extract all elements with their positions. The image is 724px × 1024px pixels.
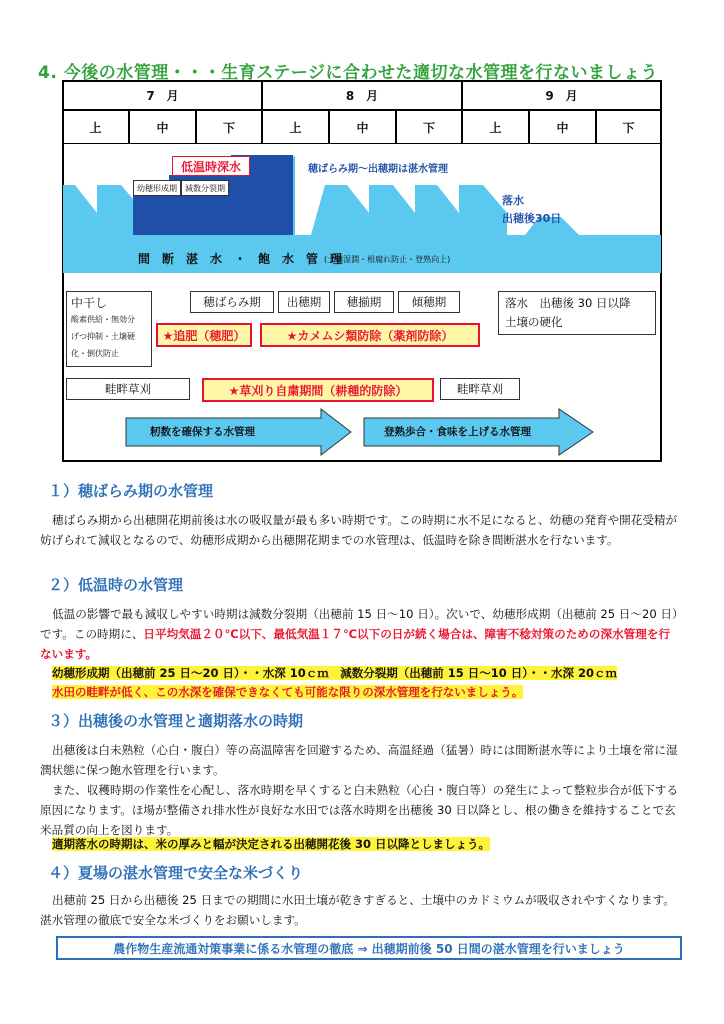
drain-info-box (498, 291, 656, 335)
drain-label: 落水 (502, 194, 524, 207)
section-4-body: 出穂前 25 日から出穂後 25 日までの期間に水田土壌が乾きすぎると、土壌中のカドミウムが吸収されやすくなります。湛水管理の徹底で安全な米づくりをお願いします。 (40, 893, 675, 927)
drain-days-label: 出穂後30日 (502, 212, 562, 225)
section-2-warning: 日平均気温２０℃以下、最低気温１７℃以下の日が続く場合は、障害不稔対策のための深水管理を行ないます。 (40, 627, 671, 661)
section-2-highlight (52, 664, 617, 702)
month-7: 7 月 (62, 80, 262, 110)
mowing-restraint-box: ★草刈り自粛期間（耕種的防除） (202, 378, 434, 402)
period-cell: 下 (196, 110, 262, 144)
month-8: 8 月 (262, 80, 462, 110)
drain-info-line1: 落水 出穂後 30 日以降 (505, 296, 631, 310)
midseason-drainage-line: 酸素供給・無効分 (71, 315, 135, 324)
stinkbug-control-box: ★カメムシ類防除（薬剤防除） (260, 323, 480, 347)
period-cell: 下 (396, 110, 462, 144)
stage-heading: 出穂期 (278, 291, 330, 313)
intermittent-band-label: 間 断 湛 水 ・ 飽 水 管 理 (138, 252, 343, 266)
low-temp-deep-water-label: 低温時深水 (172, 156, 250, 176)
section-1-body: 穂ばらみ期から出穂開花期前後は水の吸収量が最も多い時期です。この時期に水不足になると、幼穂の発育や開花受精が妨げられて減収となるので、幼穂形成期から出穂開花期までの水管理は、低温時を除き間断湛水を行ないます。 (40, 513, 678, 547)
section-3-body-2: また、収穫時期の作業性を心配し、落水時期を早くすると白未熟粒（心白・腹白等）の発生によって整粒歩合が低下する原因になります。ほ場が整備され排水性が良好な水田では落水時期を出穂後 30 日以降とし、根の働きを維持することで玄米品質の向上を図ります。 (40, 783, 679, 837)
period-cell: 上 (262, 110, 329, 144)
section-1-heading: １）穂ばらみ期の水管理 (48, 482, 214, 500)
meiosis-label: 減数分裂期 (181, 180, 229, 196)
section-4-heading: ４）夏場の湛水管理で安全な米づくり (48, 864, 304, 882)
levee-mowing-box-2: 畦畔草刈 (440, 378, 520, 400)
period-cell: 中 (129, 110, 196, 144)
stage-ripening: 傾穂期 (398, 291, 460, 313)
section-2-heading: ２）低温時の水管理 (48, 576, 184, 594)
levee-mowing-box: 畦畔草刈 (66, 378, 190, 400)
midseason-drainage-title: 中干し (71, 296, 108, 310)
midseason-drainage-box (66, 291, 152, 367)
deep-water-depths: 幼穂形成期（出穂前 25 日～20 日）・・水深 10ｃｍ 減数分裂期（出穂前 15 日～10 日）・・水深 20ｃｍ (52, 666, 618, 680)
policy-footer-box: 農作物生産流通対策事業に係る水管理の徹底 ⇒ 出穂期前後 50 日間の湛水管理を行いましょう (56, 936, 682, 960)
period-cell: 上 (62, 110, 129, 144)
drain-info-line2: 土壌の硬化 (505, 315, 563, 329)
section-3-highlight (52, 836, 490, 852)
grain-number-arrow-label: 籾数を確保する水管理 (150, 426, 255, 438)
section-2-body (40, 604, 680, 664)
period-cell: 上 (462, 110, 529, 144)
section-2-body-text: 低温の影響で最も減収しやすい時期は減数分裂期（出穂前 15 日～10 日）。次いで、幼穂形成期（出穂前 25 日～20 日）です。この時期に、 (40, 607, 678, 641)
period-cell: 下 (596, 110, 662, 144)
fertilizer-box: ★追肥（穂肥） (156, 323, 252, 347)
panicle-initiation-label: 幼穂形成期 (133, 180, 181, 196)
midseason-drainage-line: げつ抑制・土壌硬 (71, 332, 135, 341)
intermittent-band-note: (土壌湿潤・根腐れ防止・登熟向上) (324, 255, 451, 264)
section-3-heading: ３）出穂後の水管理と適期落水の時期 (48, 712, 304, 730)
heading-flooding-label: 穂ばらみ期～出穂期は湛水管理 (308, 164, 448, 175)
drain-timing-note: 適期落水の時期は、米の厚みと幅が決定される出穂開花後 30 日以降としましょう。 (52, 837, 491, 851)
midseason-drainage-line: 化・倒伏防止 (71, 349, 119, 358)
stage-booting: 穂ばらみ期 (190, 291, 274, 313)
month-9: 9 月 (462, 80, 662, 110)
ripening-arrow-label: 登熟歩合・食味を上げる水管理 (384, 426, 531, 438)
period-cell: 中 (529, 110, 596, 144)
stage-full-heading: 穂揃期 (334, 291, 394, 313)
period-cell: 中 (329, 110, 396, 144)
deep-water-note: 水田の畦畔が低く、この水深を確保できなくても可能な限りの深水管理を行ないましょう。 (52, 685, 524, 699)
section-3-body-1: 出穂後は白未熟粒（心白・腹白）等の高温障害を回避するため、高温経過（猛暑）時には間断湛水等により土壌を常に湿潤状態に保つ飽水管理を行います。 (40, 743, 678, 777)
page-title: 4. 今後の水管理・・・生育ステージに合わせた適切な水管理を行ないましょう (38, 63, 659, 83)
